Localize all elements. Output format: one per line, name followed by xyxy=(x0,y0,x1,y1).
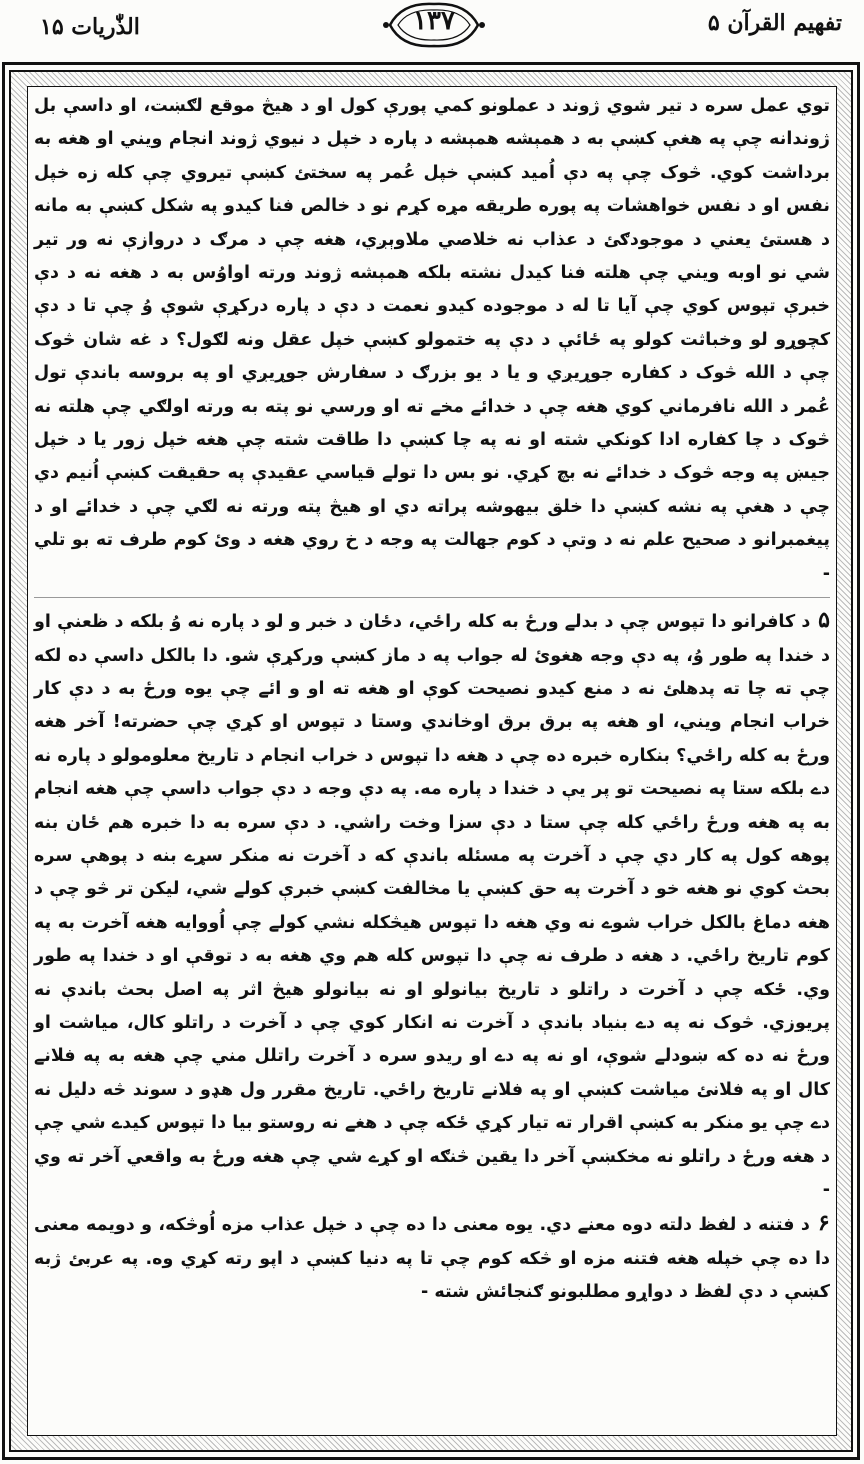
text-line: مطلبونو ګنجائش شته - xyxy=(421,1282,621,1303)
text-line: طور وُ، په دې وجه هغوئ له جواب په د ماز کښې ورکړې شو. دا بالکل داسې ده لکه چې ته چا ته پدهلئ نه xyxy=(34,645,830,699)
footnote-6 xyxy=(34,1207,830,1309)
page-header xyxy=(0,0,864,58)
text-line: کوي هغه چې د خدائے مخے ته او ورسي نو پته به ورته اولګي چې هلته نه څوک د چا کفاره ادا کونکي شته او xyxy=(34,396,831,451)
text-line: جواب داسې چې هغه انجام به په هغه ورځ راځي کله چې ستا د دې سزا وخت راشي. د دې سره به دا خبره هم ځان xyxy=(34,779,830,833)
text-line: وي هغه به د توقې او د خندا په طور وي. ځکه چې د آخرت د راتلو د تاريخ بيانولو او نه بيانولو هيڅ xyxy=(34,946,830,1000)
paragraph-continued xyxy=(34,90,830,591)
text-line: ورته نه لګي چې د خدائے او د پيغمبرانو د صحيح علم نه د وتې د کوم جهالت په وجه د خ روي هغه د وئ کوم xyxy=(34,496,830,551)
text-line: د خراب انجام د تاريخ معلومولو د پاره نه دے بلکه ستا په نصيحت تو پر يې د خندا د پاره مه. په دې وجه د دې xyxy=(34,745,830,800)
text-line: به د هغه نه د دې خبرې تپوس کوي چې آيا تا له د موجوده کيدو نعمت د دې د پاره درکړې شوې وُ چې تا xyxy=(34,263,831,317)
text-line: د آخرت په حق کښې يا مخالفت کښې خبرې کولے شي، ليکن تر څو چې د هغه دماغ بالکل خراب شوے نه وي هغه xyxy=(34,879,830,933)
page-number: ۱۳۷ xyxy=(413,6,455,36)
text-line: اثر په اصل بحث باندې نه پريوزي. څوک نه په دے بنياد باندې د آخرت نه انکار کوي چې د آخرت د راتلو xyxy=(34,979,830,1033)
page-number-badge xyxy=(382,0,486,50)
text-line: د دې کچوړو لو وخباثت کولو په ځائې د دې په ختمولو کښې خپل عقل ونه لګول؟ د غه شان څوک چې xyxy=(34,296,830,384)
text-line: فلانے کال او په فلانئ مياشت کښې او په فلانے تاريخ راځي. تاريخ مقرر ول هډو د سوند څه دليل نه دے xyxy=(34,1046,830,1134)
text-line: بنه پوهه کول په کار دي چې د آخرت په مسئله باندې که د آخرت نه منکر سړے بنه د پوهې سره بحث کوي نو هغه خو xyxy=(34,812,830,900)
text-line: د الله څوک د کفاره جوړيږي و يا د يو بزرګ د سفارش جوړيږي او په بروسه باندې تول عُمر د الله نافرماني xyxy=(34,363,830,417)
note-divider xyxy=(34,597,830,598)
text-line: دا ده چې خپله هغه فتنه مزه او څکه کوم چې تا په دنيا کښې د اپو رته کړي وه. په عربئ ژبه کښې د دې لفظ د دواړو xyxy=(34,1248,830,1303)
footnote-number: ۵ xyxy=(810,607,830,634)
footnote-number: ۶ xyxy=(809,1210,830,1237)
text-line: توي عمل سره د تير شوي ژوند د عملونو کمي پورې کول او د هيڅ موقع لګښت، او داسې بل ژوندانه xyxy=(34,96,830,150)
footnote-5 xyxy=(34,604,830,1207)
text-line: تولے قياسي عقيدې په حقيقت کښې اُنيم دي چې د هغې په نشه کښې دا خلق بيهوشه پراته دي او هيڅ پته xyxy=(34,463,831,517)
text-line: چې په هغې کښې به د همېشه همېشه د پاره د خپل د نيوي ژوند انجام ويني او هغه به برداشت کوي. څوک چې xyxy=(34,129,831,183)
text-line: طرف ته بو تلي - xyxy=(34,530,830,584)
surah-reference: الذّٰريات ۱۵ xyxy=(40,14,140,40)
text-line: کال، مياشت او ورځ نه ده که ښودلے شوې، او نه په دے او ريدو سره د آخرت راتلل مني چې هغه به په xyxy=(34,1012,830,1067)
text-line: هغه چې د مرګ د دروازې نه ور تير شي نو اوبه ويني چې هلته فنا کيدل نشته بلکه همېشه ژوند ورته اواوُس xyxy=(34,229,830,284)
text-body xyxy=(34,90,830,1310)
text-line: دا تپوس هيڅکله نشي کولے چې اُووايه هغه آخرت به په کوم تاريخ راځي. د هغه د طرف نه چې دا تپوس کله هم xyxy=(34,912,830,967)
text-line: مړه کړم نو د خالص فنا کيدو په شکل کښې به مانه د هستئ يعني د موجودګئ د عذاب نه خلاصي ملاوېږي، xyxy=(34,196,830,250)
text-line: د منع کيدو نصيحت کوې او هغه ته او و ائے چې يوه ورځ به د دې کار خراب انجام ويني، او هغه په برق برق xyxy=(34,678,830,733)
text-line: چې يو منکر به کښې اقرار ته تيار کړي ځکه چې د هغے نه روستو بيا دا تپوس کيدے شي چې د هغه ورځ د راتلو xyxy=(34,1113,830,1167)
text-line: اوخاندي وستا د تپوس او کړي چې حضرته! آخر هغه ورځ به کله راځي؟ بنکاره خبره ده چې د هغه دا تپوس xyxy=(34,712,830,766)
text-line: نه مخکښې آخر دا يقين څنګه او کړے شي چې هغه ورځ به واقعي آخر ته وي - xyxy=(34,1146,830,1200)
book-title: تفهيم القرآن ۵ xyxy=(707,10,842,36)
text-line: نه په چا کښې دا طاقت شته چې هغه خپل زور يا د خپل جيښ په وجه څوک د خدائے نه بچ کړي. نو بس دا xyxy=(34,430,830,484)
text-line: په دې اُميد کښې خپل عُمر په سختئ کښې تيروي چې کله زه خپل نفس او د نفس خواهشات په پوره طريقه xyxy=(34,162,830,217)
text-line: د فتنه د لفظ دلته دوه معنے دي. يوه معنی دا ده چې د خپل عذاب مزه اُوڅکه، و دويمه معنی xyxy=(34,1215,810,1236)
text-line: د کافرانو دا تپوس چې د بدلے ورځ به کله راځي، دځان د خبر و لو د پاره نه وُ بلکه د ظعنې او د خندا په xyxy=(34,612,830,666)
